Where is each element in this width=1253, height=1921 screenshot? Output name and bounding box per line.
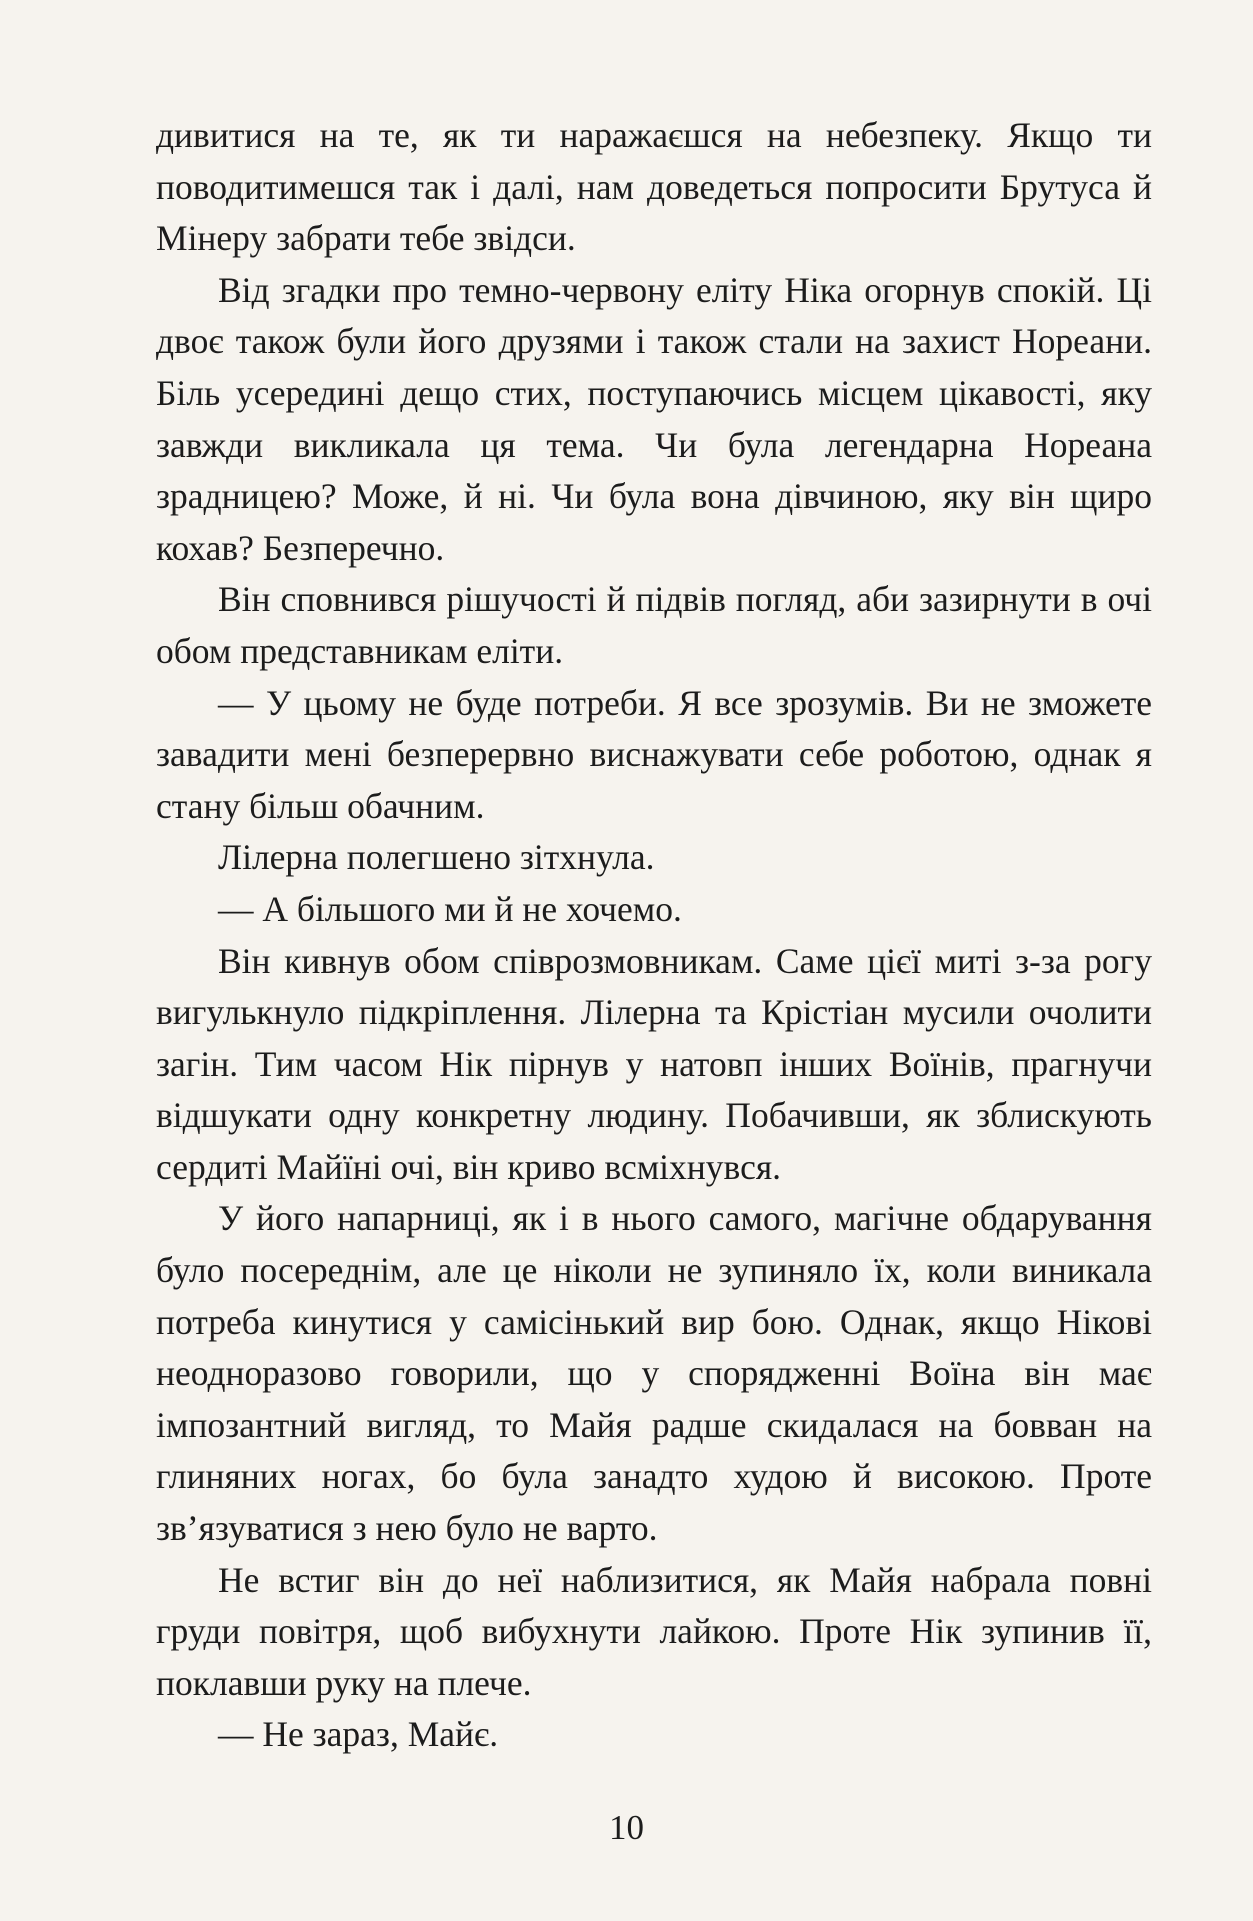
paragraph: Він сповнився рішучості й підвів погляд, аби зазирнути в очі обом представникам еліти.: [156, 579, 1152, 671]
body-text: [156, 110, 1152, 1761]
paragraph: Він кивнув обом співрозмовникам. Саме цієї миті з-за рогу вигулькнуло підкріплення. Лілерна та Крістіан мусили очолити загін. Тим часом Нік пірнув у натовп інших Воїнів, прагнучи відшукати одну конкретну людину. Побачивши, як зблискують сердиті Майїні очі, він криво всміхнувся.: [156, 940, 1152, 1187]
paragraph: Не встиг він до неї наблизитися, як Майя набрала повні груди повітря, щоб вибухнути лайкою. Проте Нік зупинив її, поклавши руку на плече.: [156, 1559, 1152, 1703]
dialogue-paragraph: — У цьому не буде потреби. Я все зрозумів. Ви не зможете завадити мені безперервно виснажувати себе роботою, однак я стану більш обачним.: [156, 682, 1152, 826]
paragraph: дивитися на те, як ти наражаєшся на небезпеку. Якщо ти поводитимешся так і далі, нам доведеться попросити Брутуса й Мінеру забрати тебе звідси.: [156, 115, 1152, 259]
dialogue-paragraph: — А більшого ми й не хочемо.: [218, 888, 682, 929]
page-number: 10: [609, 1808, 644, 1847]
dialogue-paragraph: — Не зараз, Майє.: [218, 1714, 499, 1755]
paragraph: У його напарниці, як і в нього самого, магічне обдарування було посереднім, але це ніколи не зупиняло їх, коли виникала потреба кинутися у самісінький вир бою. Однак, якщо Нікові неодноразово говорили, що у спорядженні Воїна він має імпозантний вигляд, то Майя радше скидалася на бовван на глиняних ногах, бо була занадто худою й високою. Проте зв’язуватися з нею було не варто.: [156, 1198, 1152, 1549]
paragraph: Лілерна полегшено зітхнула.: [218, 837, 655, 878]
paragraph: Від згадки про темно-червону еліту Ніка огорнув спокій. Ці двоє також були його друзями і також стали на захист Нореани. Біль усередині дещо стих, поступаючись місцем цікавості, яку завжди викликала ця тема. Чи була легендарна Нореана зрадницею? Може, й ні. Чи була вона дівчиною, яку він щиро кохав? Безперечно.: [156, 269, 1152, 568]
